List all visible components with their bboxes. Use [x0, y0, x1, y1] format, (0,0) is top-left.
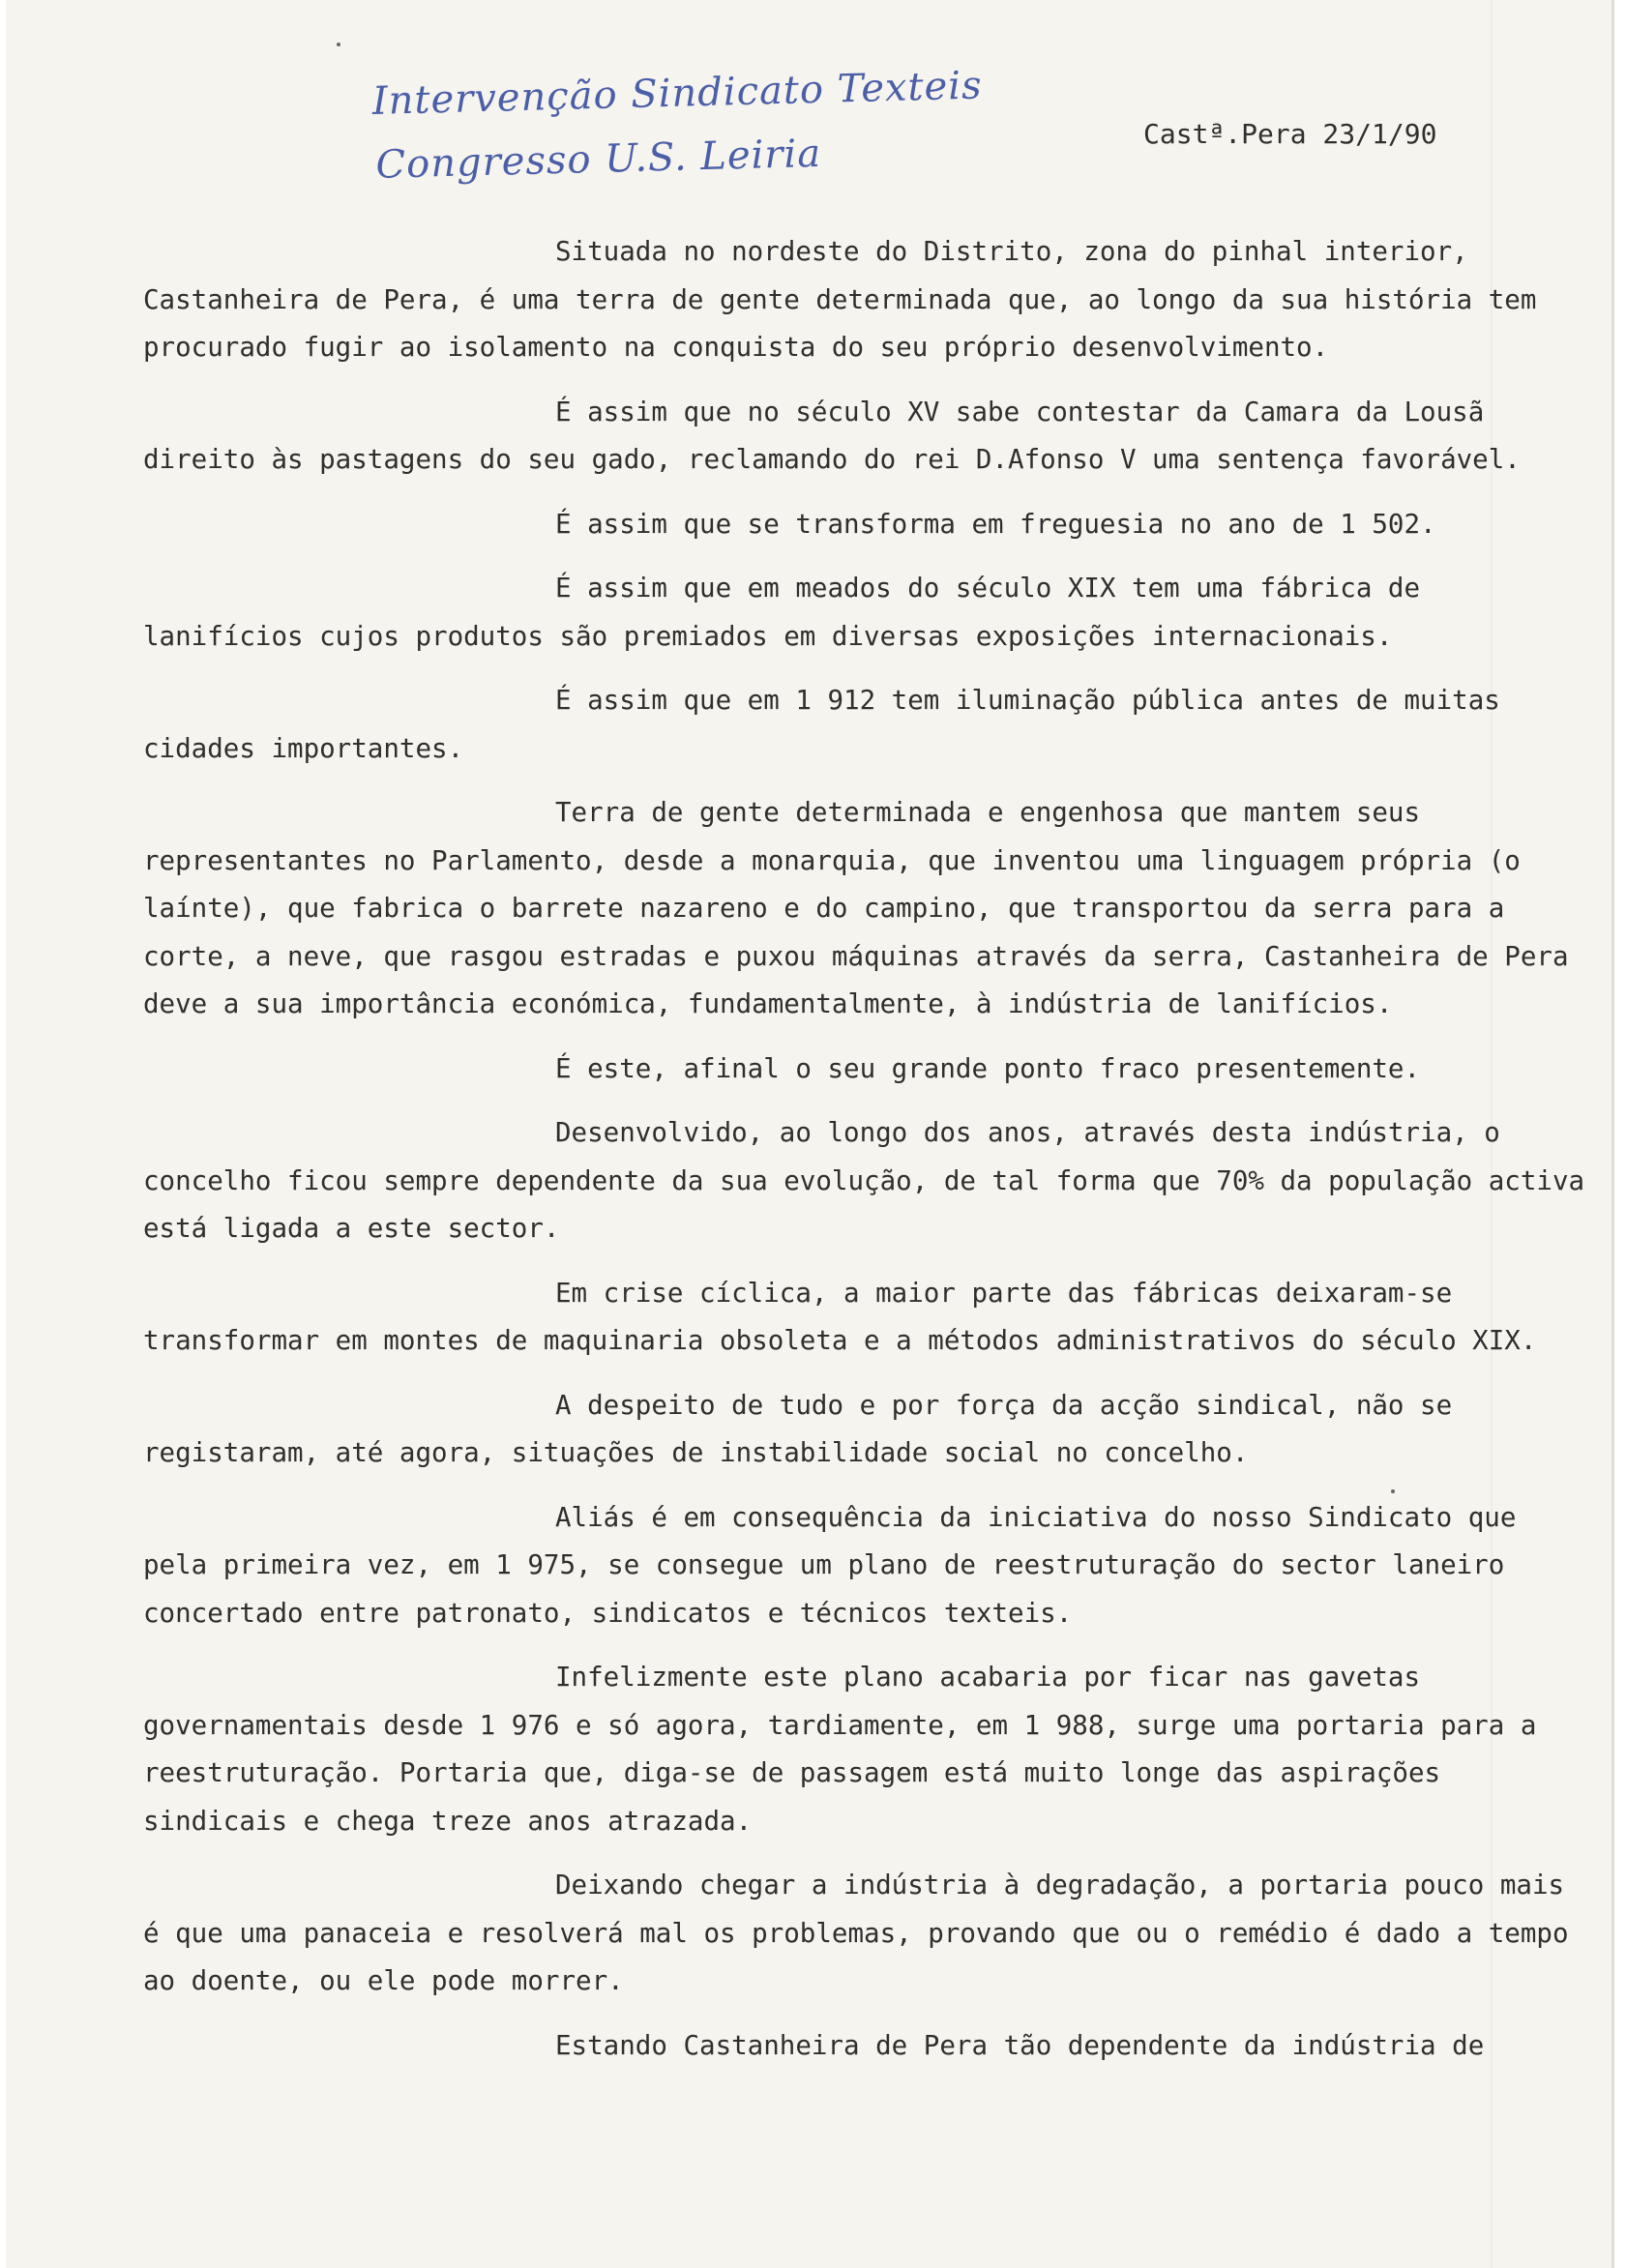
document-page	[6, 0, 1614, 2268]
paragraph: É assim que em meados do século XIX tem uma fábrica de lanifícios cujos produtos são premiados em diversas exposições internacionais.	[143, 573, 1421, 652]
paragraph: É assim que se transforma em freguesia no ano de 1 502.	[555, 508, 1436, 540]
handwritten-line-2: Congresso U.S. Leiria	[374, 131, 822, 188]
paragraph: Terra de gente determinada e engenhosa que mantem seus representantes no Parlamento, desde a monarquia, que inventou uma linguagem própria (o laínte), que fabrica o barrete nazareno e do campino, que transportou da serra para a corte, a neve, que rasgou estradas e puxou máquinas através da serra, Castanheira de Pera deve a sua importância económica, fundamentalmente, à indústria de lanifícios.	[143, 797, 1569, 1019]
paragraph: Desenvolvido, ao longo dos anos, através desta indústria, o concelho ficou sempre dependente da sua evolução, de tal forma que 70% da população activa está ligada a este sector.	[143, 1117, 1585, 1244]
paragraph: Infelizmente este plano acabaria por ficar nas gavetas governamentais desde 1 976 e só agora, tardiamente, em 1 988, surge uma portaria para a reestruturação. Portaria que, diga-se de passagem está muito longe das aspirações sindicais e chega treze anos atrazada.	[143, 1662, 1537, 1837]
paragraph: A despeito de tudo e por força da acção sindical, não se registaram, até agora, situações de instabilidade social no concelho.	[143, 1389, 1453, 1468]
handwritten-line-1: Intervenção Sindicato Texteis	[371, 63, 984, 124]
handwritten-annotation	[371, 53, 985, 196]
paragraph: Deixando chegar a indústria à degradação, a portaria pouco mais é que uma panaceia e resolverá mal os problemas, provando que ou o remédio é dado a tempo ao doente, ou ele pode morrer.	[143, 1870, 1569, 1996]
paragraph: É assim que no século XV sabe contestar da Camara da Lousã direito às pastagens do seu gado, reclamando do rei D.Afonso V uma sentença favorável.	[143, 396, 1521, 475]
paragraph: Em crise cíclica, a maior parte das fábricas deixaram-se transformar em montes de maquinaria obsoleta e a métodos administrativos do século XIX.	[143, 1277, 1537, 1356]
place-date: Castª.Pera 23/1/90	[1143, 118, 1437, 150]
paragraph: É assim que em 1 912 tem iluminação pública antes de muitas cidades importantes.	[143, 685, 1500, 764]
paragraph: Aliás é em consequência da iniciativa do nosso Sindicato que pela primeira vez, em 1 975, se consegue um plano de reestruturação do sector laneiro concertado entre patronato, sindicatos e técnicos texteis.	[143, 1501, 1517, 1629]
paragraph: É este, afinal o seu grande ponto fraco presentemente.	[555, 1052, 1421, 1084]
paragraph: Situada no nordeste do Distrito, zona do pinhal interior, Castanheira de Pera, é uma terra de gente determinada que, ao longo da sua história tem procurado fugir ao isolamento na conquista do seu próprio desenvolvimento.	[143, 236, 1537, 363]
paragraph: Estando Castanheira de Pera tão dependente da indústria de	[555, 2029, 1485, 2061]
letter-body	[143, 228, 1594, 2070]
paper-speck	[337, 43, 340, 46]
